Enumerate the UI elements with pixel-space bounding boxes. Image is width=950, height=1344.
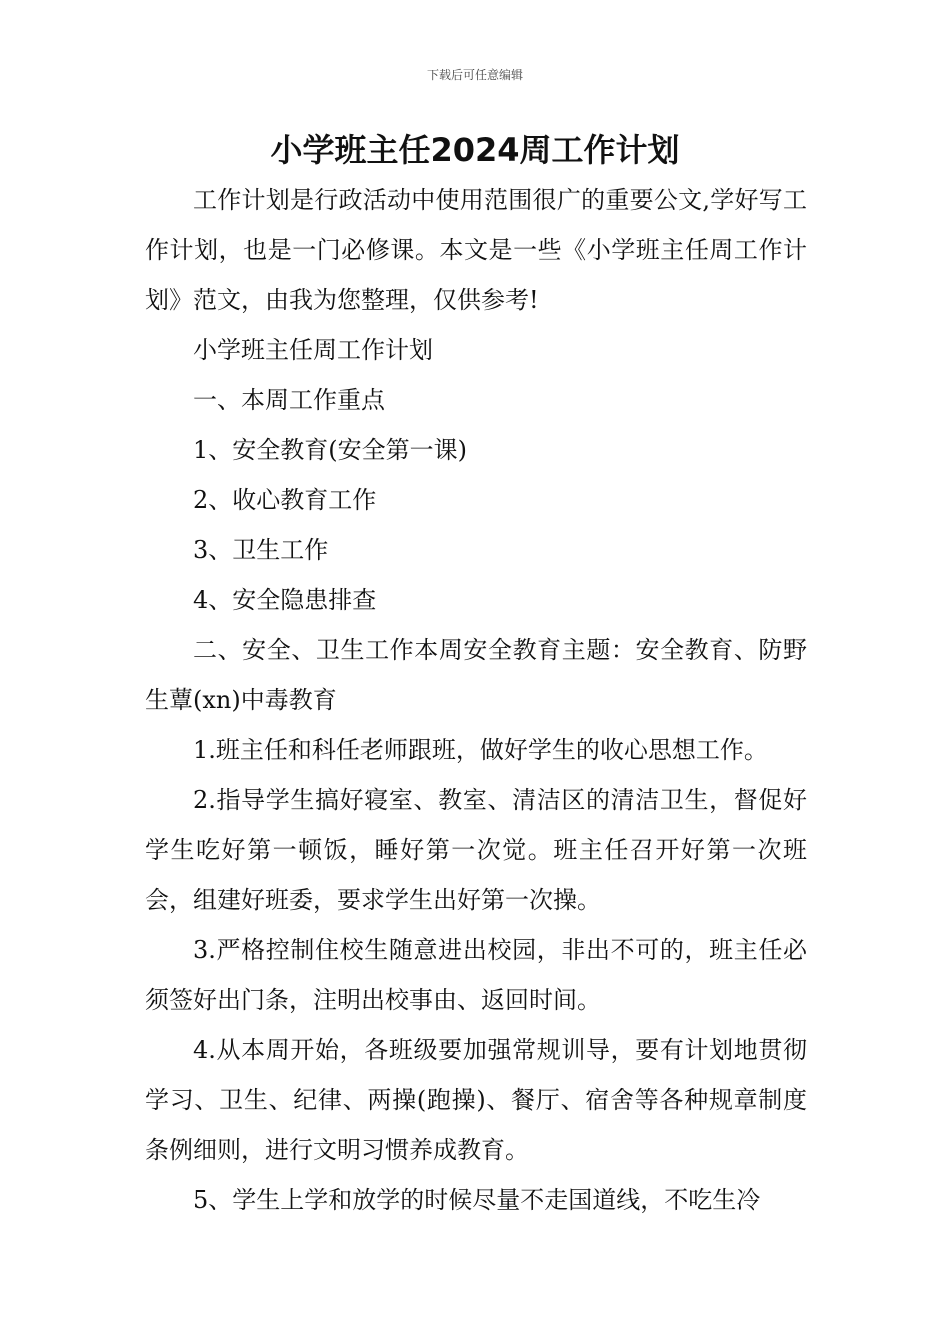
paragraph-intro: 工作计划是行政活动中使用范围很广的重要公文,学好写工作计划，也是一门必修课。本文是一些《小学班主任周工作计划》范文，由我为您整理，仅供参考! [145,186,807,314]
list-item-safety-education: 1、安全教育(安全第一课) [193,436,467,464]
list-item-hygiene-work: 3、卫生工作 [193,536,329,564]
list-item-mindset-education: 2、收心教育工作 [193,486,377,514]
paragraph-item-4: 4.从本周开始，各班级要加强常规训导，要有计划地贯彻学习、卫生、纪律、两操(跑操)、餐厅、宿舍等各种规章制度条例细则，进行文明习惯养成教育。 [145,1036,807,1164]
section-heading-week-focus: 一、本周工作重点 [193,386,385,414]
page-header-note: 下载后可任意编辑 [426,68,523,82]
paragraph-subtitle: 小学班主任周工作计划 [193,336,433,364]
list-item-hazard-check: 4、安全隐患排查 [193,586,377,614]
paragraph-item-2: 2.指导学生搞好寝室、教室、清洁区的清洁卫生，督促好学生吃好第一顿饭，睡好第一次觉。班主任召开好第一次班会，组建好班委，要求学生出好第一次操。 [145,786,807,914]
document-title: 小学班主任2024周工作计划 [270,131,680,169]
section-heading-safety-hygiene: 二、安全、卫生工作本周安全教育主题：安全教育、防野生蕈(xn)中毒教育 [145,636,807,714]
paragraph-item-5: 5、学生上学和放学的时候尽量不走国道线，不吃生冷 [193,1186,761,1214]
paragraph-item-1: 1.班主任和科任老师跟班，做好学生的收心思想工作。 [193,736,768,764]
document-body [145,175,807,1225]
paragraph-item-3: 3.严格控制住校生随意进出校园，非出不可的，班主任必须签好出门条，注明出校事由、返回时间。 [145,936,807,1014]
